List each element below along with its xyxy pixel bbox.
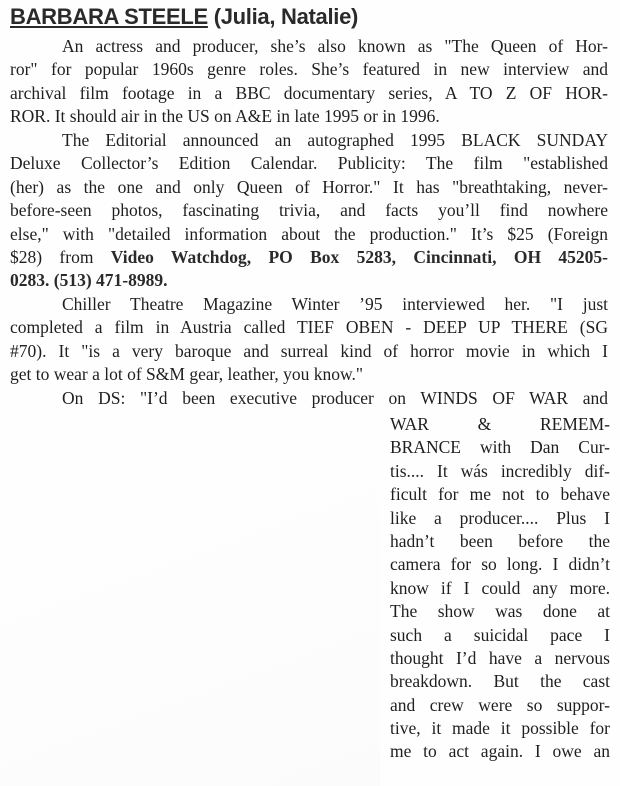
text-line: like a producer.... Plus I (390, 507, 610, 528)
text-line: archival film footage in a BBC documentary series, A TO Z OF HOR- (10, 82, 608, 103)
text-line: #70). It "is a very baroque and surreal kind of horror movie in which I (10, 340, 608, 361)
text-line: BRANCE with Dan Cur- (390, 437, 610, 458)
text-line: Deluxe Collector’s Edition Calendar. Publicity: The film "established (10, 153, 608, 174)
text-line: tive, it made it possible for (390, 718, 610, 739)
text-line: An actress and producer, she’s also known as "The Queen of Hor- (62, 36, 608, 56)
text-line: else," with "detailed information about the production." It’s $25 (Foreign (10, 223, 608, 244)
text-line: hadn’t been before the (390, 530, 610, 551)
text-line: such a suicidal pace I (390, 624, 610, 645)
text-line: The show was done at (390, 601, 610, 622)
text-plain: $28) from (10, 246, 111, 267)
text-line: me to act again. I owe an (390, 741, 610, 762)
article-heading (10, 2, 358, 32)
contact-phone: 0283. (513) 471-8989. (10, 270, 168, 291)
paragraph-3 (10, 293, 608, 387)
contact-address: Video Watchdog, PO Box 5283, Cincinnati, OH 45205- (110, 246, 608, 267)
text-line: tis.... It wás incredibly dif- (390, 460, 610, 481)
text-line: get to wear a lot of S&M gear, leather, you know." (10, 364, 364, 385)
text-line: (her) as the one and only Queen of Horror." It has "breathtaking, never- (10, 176, 608, 197)
text-line: Chiller Theatre Magazine Winter ’95 interviewed her. "I just (62, 294, 608, 314)
text-line (10, 246, 608, 269)
heading-roles: (Julia, Natalie) (213, 4, 359, 29)
text-line: before-seen photos, fascinating trivia, and facts you’ll find nowhere (10, 200, 608, 221)
paragraph-1 (10, 35, 608, 129)
text-line: know if I could any more. (390, 577, 610, 598)
text-line: ror" for popular 1960s genre roles. She’s featured in new interview and (10, 59, 608, 80)
text-line: completed a film in Austria called TIEF OBEN - DEEP UP THERE (SG (10, 317, 608, 338)
paragraph-2 (10, 129, 608, 293)
heading-name: BARBARA STEELE (10, 4, 208, 29)
paragraph-4-intro (10, 387, 608, 410)
text-line: breakdown. But the cast (390, 671, 610, 692)
text-line: and crew were so suppor- (390, 694, 610, 715)
text-line: thought I’d have a nervous (390, 647, 610, 668)
paragraph-4-column (390, 412, 610, 763)
faded-image-area (0, 455, 380, 786)
text-line: ficult for me not to behave (390, 484, 610, 505)
text-line: On DS: "I’d been executive producer on WINDS OF WAR and (62, 388, 608, 408)
text-line: camera for so long. I didn’t (390, 554, 610, 575)
text-line: WAR & REMEM- (390, 414, 610, 434)
text-line: ROR. It should air in the US on A&E in late 1995 or in 1996. (10, 106, 440, 127)
text-line: The Editorial announced an autographed 1995 BLACK SUNDAY (62, 130, 608, 150)
